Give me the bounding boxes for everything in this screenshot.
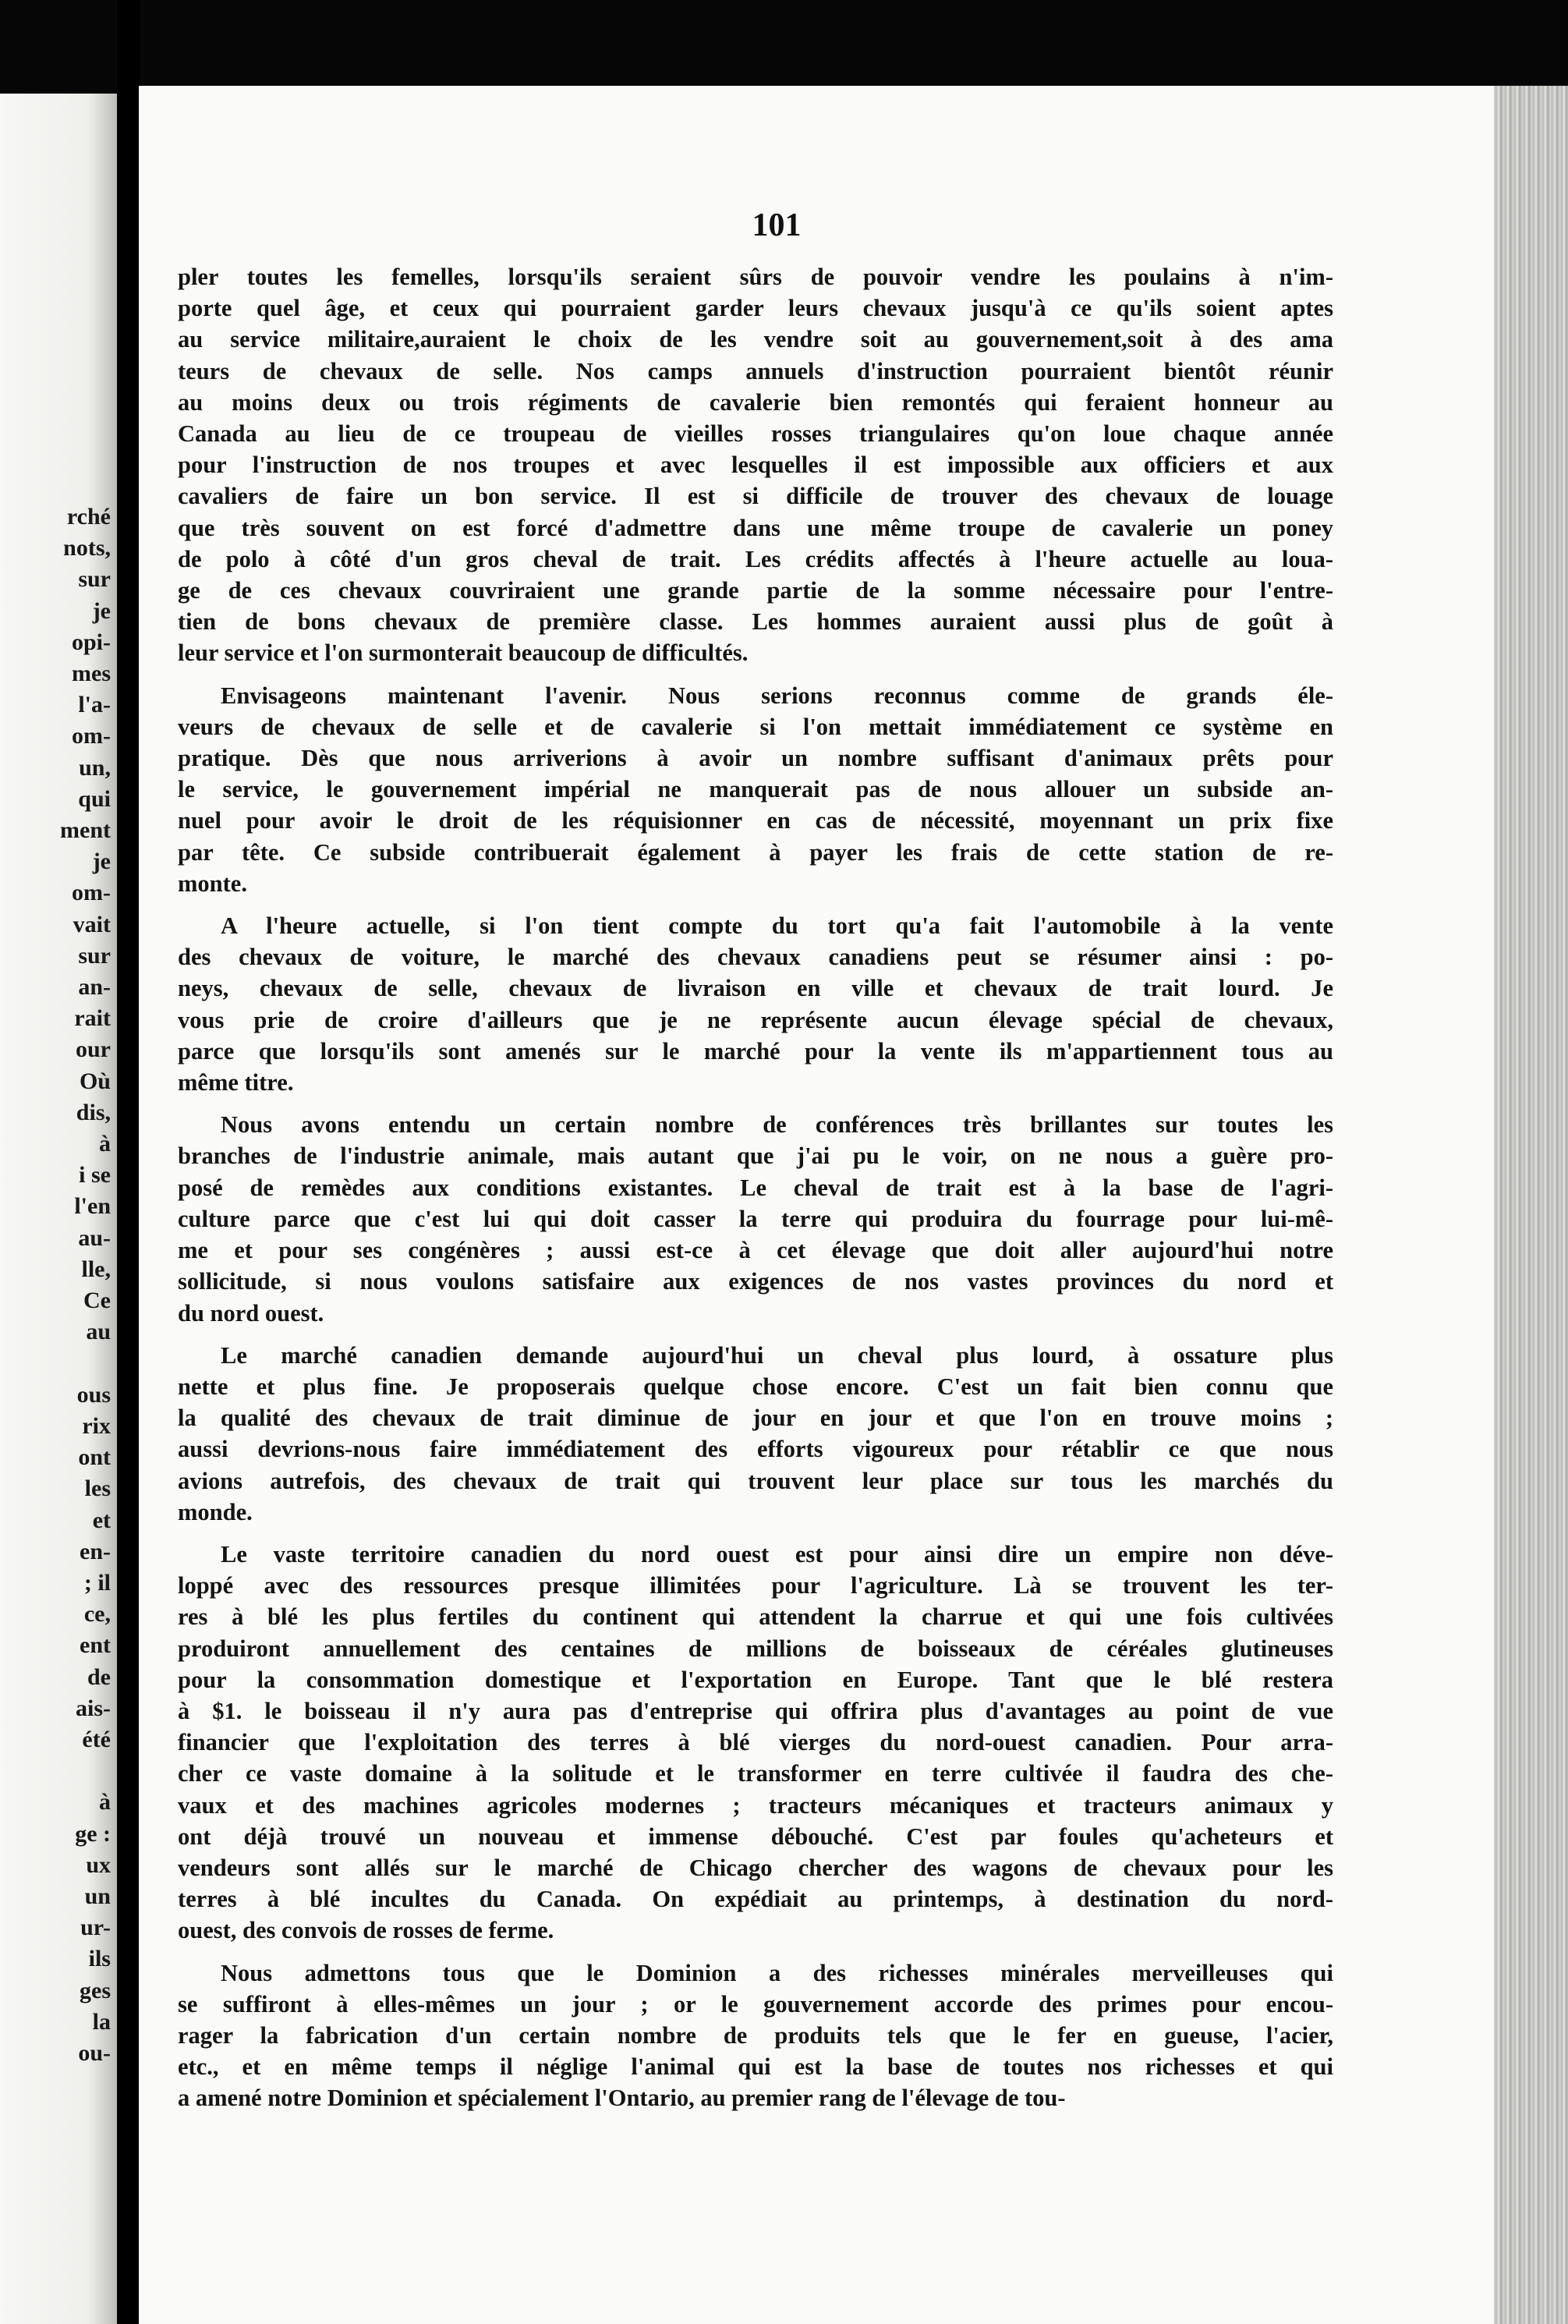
text-line: posé de remèdes aux conditions existantes. Le cheval de trait est à la base de l'agri- [178,1174,1333,1201]
left-page-fragment: ge : [75,1820,111,1847]
left-page-fragment: les [84,1476,111,1502]
left-page-fragment: ent [80,1632,111,1659]
paragraph [178,1539,1333,1947]
main-page [139,86,1568,2324]
left-page-fragment: mes [72,661,111,687]
left-page-fragment: un [84,1883,111,1909]
left-page-fragment: vait [73,911,111,937]
text-line: se suffiront à elles-mêmes un jour ; or le gouvernement accorde des primes pour encou- [178,1990,1333,2018]
text-line: de polo à côté d'un gros cheval de trait. Les crédits affectés à l'heure actuelle au loua- [178,545,1333,572]
left-page-fragment: ux [86,1851,111,1878]
text-line: nette et plus fine. Je proposerais quelque chose encore. C'est un fait bien connu que [178,1373,1333,1400]
left-page-fragment: à [99,1789,111,1816]
paragraph [178,1957,1333,2114]
text-line: sollicitude, si nous voulons satisfaire aux exigences de nos vastes provinces du nord et [178,1268,1333,1295]
left-page-fragment: au [86,1319,111,1345]
text-line: porte quel âge, et ceux qui pourraient garder leurs chevaux jusqu'à ce qu'ils soient aptes [178,295,1333,322]
left-page-fragment: opi- [71,629,111,655]
left-page-fragment: un, [79,754,111,781]
paragraph [178,910,1333,1098]
left-page-fragment: ous [76,1381,111,1408]
left-page-fragment: ils [88,1946,111,1972]
left-page-fragment: et [92,1507,111,1533]
text-line: par tête. Ce subside contribuerait également à payer les frais de cette station de re- [178,838,1333,866]
page-number: 101 [752,207,802,243]
left-page-fragment: sur [78,566,111,593]
left-page-fragment [60,1755,111,1787]
left-page-fragment: ce, [83,1601,111,1628]
left-page-fragment: l'en [74,1193,111,1220]
text-line: nuel pour avoir le droit de les réquisionner en cas de nécessité, moyennant un prix fixe [178,807,1333,834]
text-line: produiront annuellement des centaines de millions de boisseaux de céréales glutineuses [178,1635,1333,1662]
text-line: au moins deux ou trois régiments de cavalerie bien remontés qui feraient honneur au [178,388,1333,416]
text-line: tien de bons chevaux de première classe. Les hommes auraient aussi plus de goût à [178,608,1333,636]
text-line: pour la consommation domestique et l'exportation en Europe. Tant que le blé restera [178,1666,1333,1693]
left-page-fragment: ; il [83,1569,111,1596]
left-page-fragment: ment [60,817,111,844]
left-page-fragment: l'a- [78,692,111,718]
left-page-fragment: om- [72,880,111,906]
left-page-fragment: ges [80,1977,111,2003]
text-line: au service militaire,auraient le choix de les vendre soit au gouvernement,soit à des ama [178,326,1333,353]
text-line: A l'heure actuelle, si l'on tient compte du tort qu'a fait l'automobile à la vente [221,912,1333,940]
text-line: etc., et en même temps il néglige l'animal qui est la base de toutes nos richesses et qui [178,2053,1333,2081]
text-line: vaux et des machines agricoles modernes ; tracteurs mécaniques et tracteurs animaux y [178,1791,1333,1819]
text-line: pour l'instruction de nos troupes et avec lesquelles il est impossible aux officiers et aux [178,452,1333,479]
left-page-fragment: ais- [76,1695,111,1721]
text-line: cher ce vaste domaine à la solitude et le transformer en terre cultivée il faudra des che- [178,1760,1333,1787]
left-page-fragment: ou- [78,2039,111,2066]
paragraph [178,261,1333,669]
left-page-fragment: our [76,1036,111,1063]
left-page-fragment: ur- [80,1915,111,1941]
text-line: Nous avons entendu un certain nombre de conférences très brillantes sur toutes les [221,1111,1333,1139]
left-page-fragment: nots, [63,535,111,562]
left-page-fragment: je [92,597,111,624]
paragraph [178,1109,1333,1328]
left-page-fragment: en- [80,1538,111,1564]
text-line: pratique. Dès que nous arriverions à avoir un nombre suffisant d'animaux prêts pour [178,745,1333,772]
text-line: même titre. [178,1069,294,1096]
text-line: ouest, des convois de rosses de ferme. [178,1917,554,1944]
text-line: parce que lorsqu'ils sont amenés sur le marché pour la vente ils m'appartiennent tous au [178,1037,1333,1065]
text-line: des chevaux de voiture, le marché des chevaux canadiens peut se résumer ainsi : po- [178,944,1333,971]
text-line: financier que l'exploitation des terres à blé vierges du nord-ouest canadien. Pour arra- [178,1729,1333,1756]
body-text [178,261,1333,2114]
left-page-fragment: été [82,1726,111,1752]
left-page-text-fragments [60,501,111,2069]
text-line: pler toutes les femelles, lorsqu'ils seraient sûrs de pouvoir vendre les poulains à n'im- [178,264,1333,290]
left-page-fragment: rché [66,504,111,530]
text-line: terres à blé incultes du Canada. On expédiait au printemps, à destination du nord- [178,1886,1333,1913]
left-page-fragment: au- [78,1224,111,1251]
text-line: me et pour ses congénères ; aussi est-ce à cet élevage que doit aller aujourd'hui notre [178,1237,1333,1264]
text-line: a amené notre Dominion et spécialement l'Ontario, au premier rang de l'élevage de tou- [178,2085,1066,2112]
text-line: le service, le gouvernement impérial ne manquerait pas de nous allouer un subside an- [178,776,1333,803]
paragraph [178,1340,1333,1528]
text-line: à $1. le boisseau il n'y aura pas d'entreprise qui offrira plus d'avantages au point de vue [178,1697,1333,1724]
left-page-fragment: Ce [83,1288,111,1314]
text-line: Canada au lieu de ce troupeau de vieilles rosses triangulaires qu'on loue chaque année [178,420,1333,448]
text-line: Nous admettons tous que le Dominion a des richesses minérales merveilleuses qui [221,1959,1333,1986]
left-page-fragment: lle, [81,1256,111,1282]
left-page-fragment: rait [74,1005,111,1032]
text-line: leur service et l'on surmonterait beaucoup de difficultés. [178,639,749,667]
text-line: monte. [178,870,247,897]
text-line: la qualité des chevaux de trait diminue de jour en jour et que l'on en trouve moins ; [178,1405,1333,1432]
text-line: cavaliers de faire un bon service. Il est si difficile de trouver des chevaux de louage [178,483,1333,510]
text-line: rager la fabrication d'un certain nombre de produits tels que le fer en gueuse, l'acier, [178,2021,1333,2049]
left-page-fragment: à [99,1131,111,1157]
text-line: du nord ouest. [178,1299,324,1327]
left-page-fragment: je [92,848,111,875]
text-line: loppé avec des ressources presque illimitées pour l'agriculture. Là se trouvent les ter- [178,1572,1333,1600]
left-page-fragment [60,1348,111,1379]
left-page-fragment: qui [78,785,111,812]
text-line: veurs de chevaux de selle et de cavalerie si l'on mettait immédiatement ce système en [178,713,1333,740]
text-line: vendeurs sont allés sur le marché de Chicago chercher des wagons de chevaux pour les [178,1854,1333,1881]
text-line: teurs de chevaux de selle. Nos camps annuels d'instruction pourraient bientôt réunir [178,357,1333,384]
text-line: vous prie de croire d'ailleurs que je ne représente aucun élevage spécial de chevaux, [178,1006,1333,1033]
text-line: res à blé les plus fertiles du continent qui attendent la charrue et qui une fois cultivées [178,1603,1333,1631]
page-edge [1494,86,1568,2324]
text-line: culture parce que c'est lui qui doit casser la terre qui produira du fourrage pour lui-mê- [178,1205,1333,1232]
text-line: monde. [178,1498,253,1525]
left-page-fragment: ont [78,1444,111,1471]
left-page-fragment: la [92,2008,111,2035]
left-page-fragment: i se [79,1162,111,1189]
text-line: aussi devrions-nous faire immédiatement des efforts vigoureux pour rétablir ce que nous [178,1436,1333,1463]
text-line: avions autrefois, des chevaux de trait qui trouvent leur place sur tous les marchés du [178,1467,1333,1494]
left-page-fragment: om- [72,723,111,749]
left-page-fragment: Où [79,1068,111,1094]
left-page-fragment: an- [78,974,111,1001]
text-line: branches de l'industrie animale, mais autant que j'ai pu le voir, on ne nous a guère pro- [178,1143,1333,1170]
text-line: Le vaste territoire canadien du nord ouest est pour ainsi dire un empire non déve- [221,1540,1333,1568]
paragraph [178,680,1333,899]
left-page-fragment: sur [78,942,111,969]
book-gutter [117,0,140,2324]
text-line: Le marché canadien demande aujourd'hui un cheval plus lourd, à ossature plus [221,1341,1333,1369]
text-line: neys, chevaux de selle, chevaux de livraison en ville et chevaux de trait lourd. Je [178,975,1333,1002]
left-page-fragment: de [87,1663,111,1690]
text-line: Envisageons maintenant l'avenir. Nous serions reconnus comme de grands éle- [221,682,1333,709]
text-line: que très souvent on est forcé d'admettre dans une même troupe de cavalerie un poney [178,514,1333,541]
left-facing-page [0,94,117,2324]
text-line: ge de ces chevaux couvriraient une grande partie de la somme nécessaire pour l'entre- [178,577,1333,604]
text-line: ont déjà trouvé un nouveau et immense débouché. C'est par foules qu'acheteurs et [178,1823,1333,1850]
left-page-fragment: rix [82,1412,111,1439]
left-page-fragment: dis, [76,1099,111,1125]
